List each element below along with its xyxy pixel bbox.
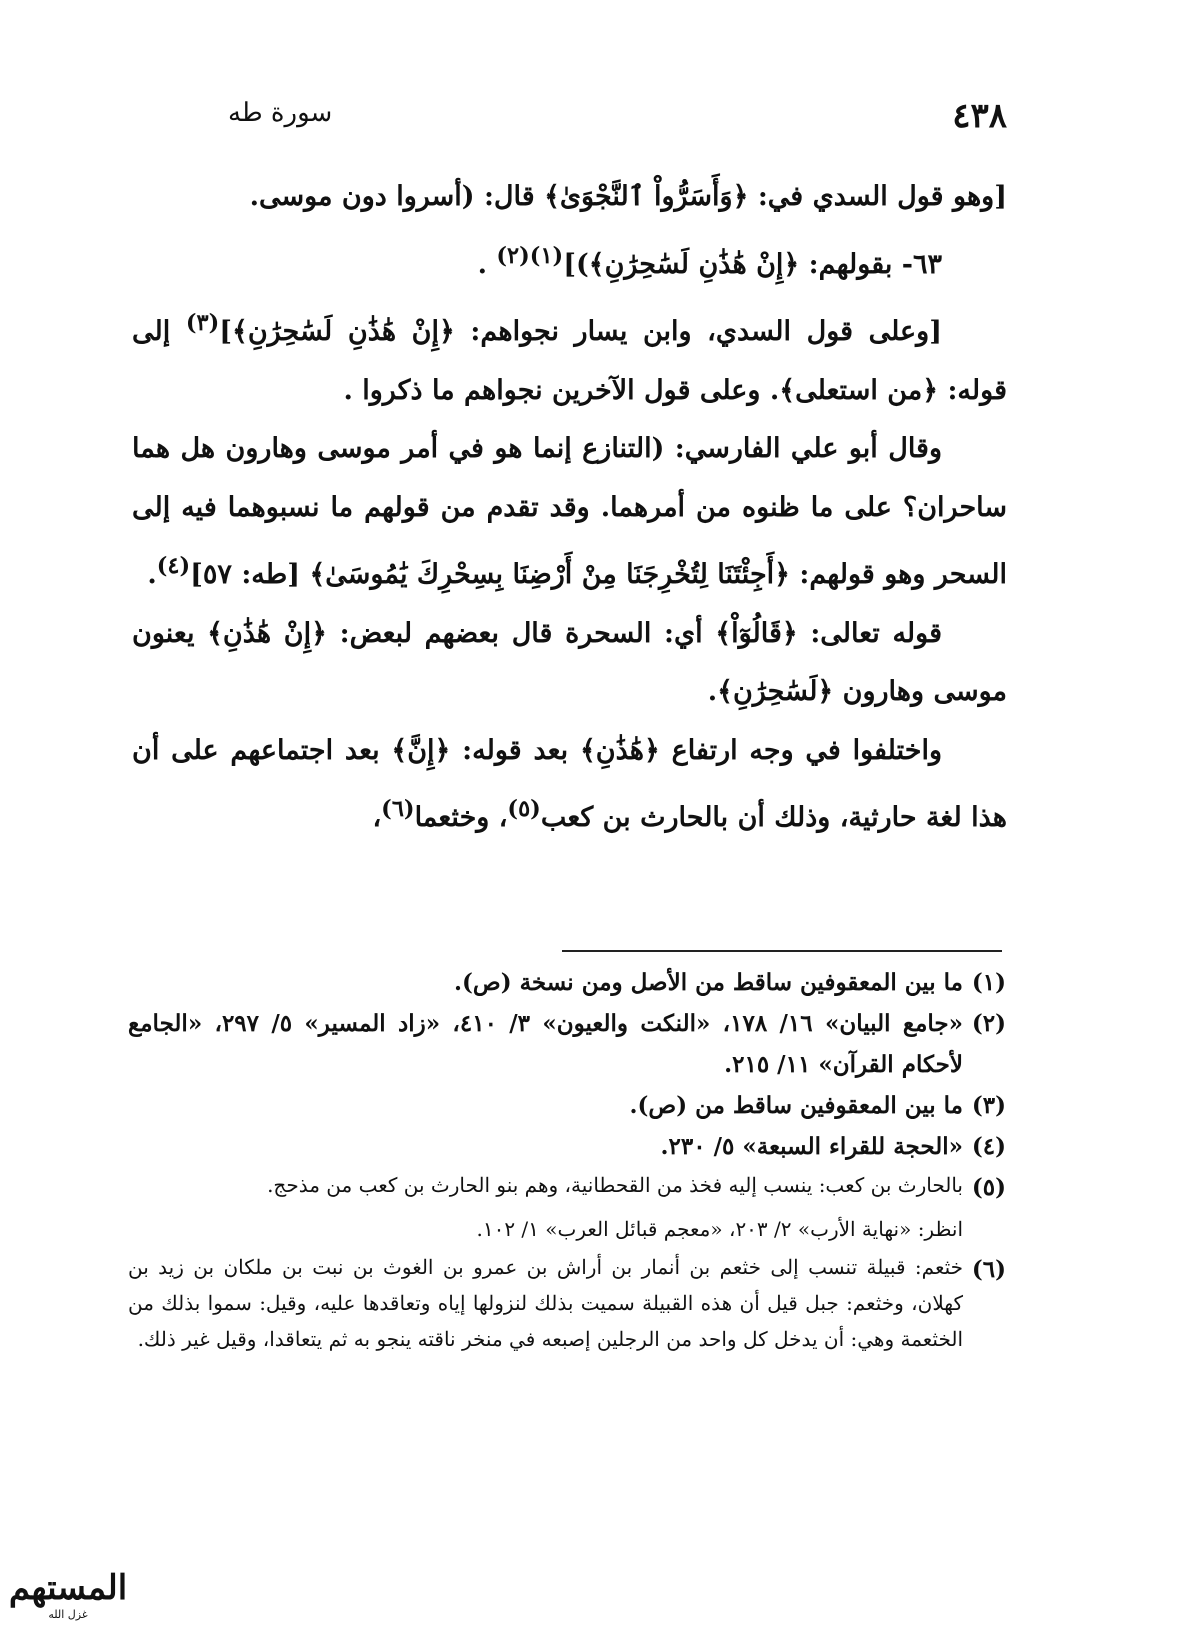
text-run: . (477, 248, 497, 280)
footnote-number: (٥) (971, 1174, 1006, 1201)
text-run: ] (219, 316, 232, 347)
quran-quote: ﴿وَأَسَرُّواْ ٱلنَّجْوَىٰ﴾ (544, 181, 749, 212)
paragraph (132, 722, 1007, 848)
footnote-ref[interactable]: (٦) (381, 796, 415, 822)
quran-quote: ﴿إِنْ هَٰذَٰنِ لَسَٰحِرَٰنِ﴾ (232, 316, 455, 347)
text-run: واختلفوا في وجه ارتفاع (659, 734, 943, 766)
text-run: [وعلى قول السدي، وابن يسار نجواهم: (454, 316, 942, 347)
text-run: ، وخثعما (414, 802, 508, 833)
quran-quote: ﴿إِنَّ﴾ (391, 734, 451, 766)
footnote-item (128, 1085, 1006, 1126)
quran-quote: ﴿إِنْ هَٰذَٰنِ لَسَٰحِرَٰنِ﴾ (588, 248, 800, 280)
footnote-separator (562, 950, 1002, 952)
footnote-ref[interactable]: (٤) (156, 553, 191, 579)
text-run: . (147, 559, 157, 590)
surah-title: سورة طه (228, 98, 333, 128)
text-run: يعنون موسى وهارون (132, 617, 1007, 707)
footnote-item (128, 1126, 1006, 1167)
logo-subtext: غزل الله (48, 1608, 88, 1621)
text-run: قوله تعالى: (797, 617, 942, 649)
paragraph (132, 420, 1007, 605)
text-run: إلى قوله: (132, 316, 1007, 406)
footnote-number: (٢) (971, 1010, 1006, 1037)
text-run: وقال أبو علي الفارسي: (التنازع إنما هو في أمر موسى وهارون هل هما ساحران؟ على ما ظنوه من أمرهما. وقد تقدم من قولهم ما نسبوهما فيه إلى السحر وهو قولهم: (132, 433, 1007, 590)
text-run: ٦٣- بقولهم: (799, 248, 942, 280)
footnotes (128, 962, 1006, 1357)
text-run: ، (372, 802, 382, 833)
footnote-text: «الحجة للقراء السبعة» ٥/ ٢٣٠. (660, 1133, 963, 1160)
footnote-text: انظر: «نهاية الأرب» ٢/ ٢٠٣، «معجم قبائل العرب» ١/ ١٠٢. (476, 1217, 963, 1241)
footnote-ref[interactable]: (٣) (185, 310, 220, 336)
text-run: )] (563, 248, 589, 280)
text-run: [وهو قول السدي في: (748, 181, 1007, 212)
text-run: . وعلى قول الآخرين نجواهم ما ذكروا . (343, 374, 780, 406)
footnote-number: (٣) (971, 1092, 1006, 1119)
quran-quote: ﴿إِنْ هَٰذَٰنِ﴾ (207, 617, 327, 649)
footnote-item (128, 1167, 1006, 1208)
footnote-ref[interactable]: (١) (529, 242, 564, 269)
footnote-ref[interactable]: (٥) (507, 796, 541, 822)
main-text (132, 168, 1007, 848)
text-run: أي: السحرة قال بعضهم لبعض: (326, 617, 716, 649)
text-run: قال: (أسروا دون موسى. (249, 181, 545, 212)
page-number: ٤٣٨ (952, 96, 1007, 136)
paragraph (132, 168, 1007, 227)
footnote-item (128, 1003, 1006, 1085)
footnote-ref[interactable]: (٢) (496, 242, 530, 269)
footnote-text: ما بين المعقوفين ساقط من (ص). (629, 1092, 963, 1119)
footnote-text: بالحارث بن كعب: ينسب إليه فخذ من القحطانية، وهم بنو الحارث بن كعب من مذحج. (267, 1173, 963, 1197)
quran-quote: ﴿لَسَٰحِرَٰنِ﴾ (717, 676, 834, 707)
paragraph (132, 294, 1007, 420)
footnote-item (128, 1249, 1006, 1357)
paragraph (132, 605, 1007, 722)
footnote-text: «جامع البيان» ١٦/ ١٧٨، «النكت والعيون» ٣/ ٤١٠، «زاد المسير» ٥/ ٢٩٧، «الجامع لأحكام القرآن» ١١/ ٢١٥. (128, 1010, 963, 1078)
quran-quote: ﴿قَالُوٓاْ﴾ (715, 617, 798, 649)
page-header (228, 92, 1007, 142)
footnote-number: (٦) (971, 1256, 1006, 1283)
logo-text: المستهم (8, 1568, 128, 1608)
quran-quote: ﴿أَجِئْتَنَا لِتُخْرِجَنَا مِنْ أَرْضِنَا بِسِحْرِكَ يَٰمُوسَىٰ﴾ (309, 559, 790, 590)
quran-quote: ﴿من استعلى﴾ (779, 374, 939, 406)
footnote-number: (١) (971, 969, 1006, 996)
text-run: بعد قوله: (450, 734, 580, 766)
footnote-number: (٤) (971, 1133, 1006, 1160)
footnote-text: ما بين المعقوفين ساقط من الأصل ومن نسخة (ص). (454, 969, 963, 996)
text-run: بعد اجتماعهم على أن هذا لغة حارثية، وذلك أن بالحارث بن كعب (132, 734, 1007, 833)
text-run: . (707, 676, 718, 707)
footnote-text: خثعم: قبيلة تنسب إلى خثعم بن أنمار بن أراش بن عمرو بن الغوث بن نبت بن ملكان بن زيد بن كهلان، وخثعم: جبل قيل أن هذه القبيلة سميت بذلك لنزولها إياه وتعاقدها عليه، وقيل: سموا بذلك من الخثعمة وهي: أن يدخل كل واحد من الرجلين إصبعه في منخر ناقته ينجو به ثم يتعاقدا، وقيل غير ذلك. (128, 1255, 964, 1351)
text-run: [طه: ٥٧] (190, 559, 310, 590)
footnote-item (128, 962, 1006, 1003)
quran-quote: ﴿هَٰذَٰنِ﴾ (579, 734, 660, 766)
paragraph (132, 227, 1007, 295)
footnote-extra (128, 1208, 1006, 1249)
watermark-logo (8, 1568, 128, 1630)
